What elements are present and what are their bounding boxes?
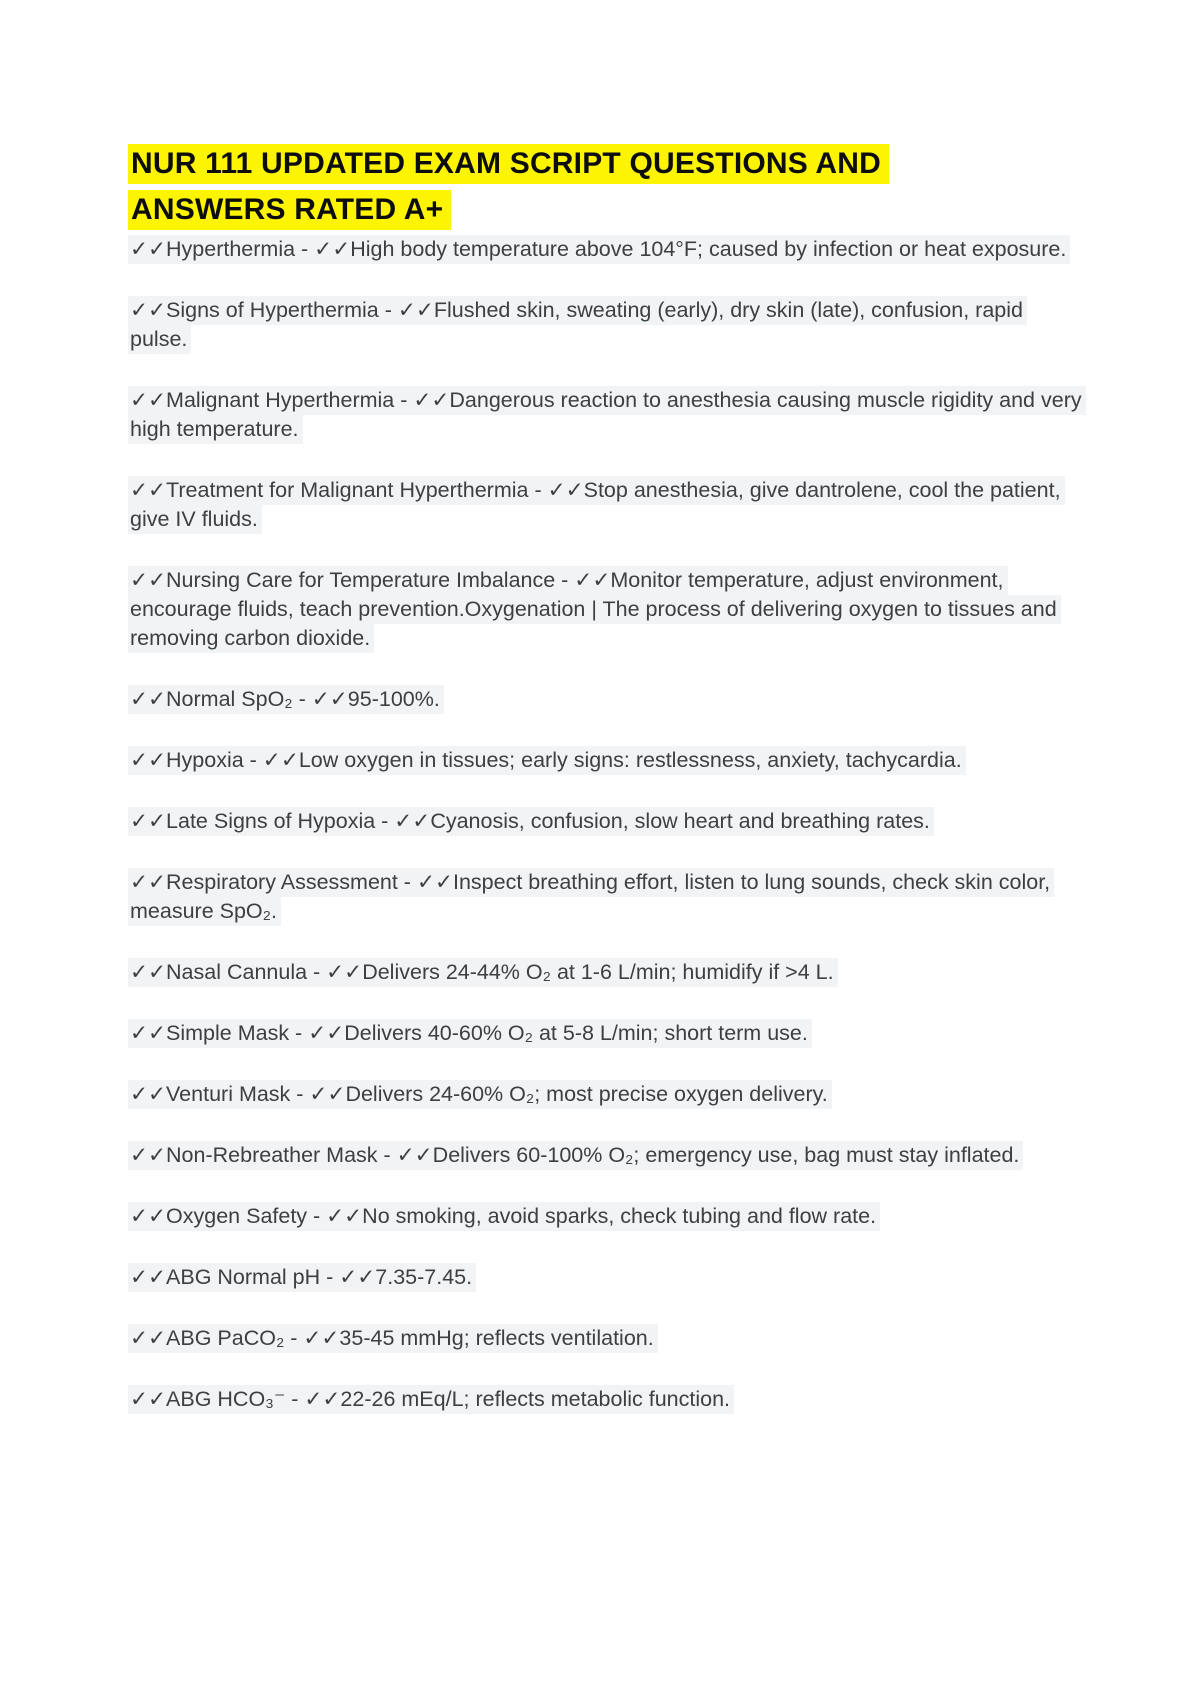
qa-text: ✓✓Simple Mask - ✓✓Delivers 40-60% O₂ at 5-8 L/min; short term use. xyxy=(128,1019,812,1048)
qa-text: ✓✓Malignant Hyperthermia - ✓✓Dangerous reaction to anesthesia causing muscle rigidity and very high temperature. xyxy=(128,386,1086,444)
page-title-line-2 xyxy=(128,187,1082,233)
qa-text: ✓✓Late Signs of Hypoxia - ✓✓Cyanosis, confusion, slow heart and breathing rates. xyxy=(128,807,934,836)
qa-paragraph xyxy=(128,1324,1082,1353)
qa-paragraph xyxy=(128,1263,1082,1292)
qa-paragraph xyxy=(128,476,1082,534)
qa-paragraph xyxy=(128,1202,1082,1231)
qa-paragraph xyxy=(128,296,1082,354)
qa-paragraph xyxy=(128,1141,1082,1170)
qa-paragraph xyxy=(128,1385,1082,1414)
qa-paragraph xyxy=(128,868,1082,926)
page-title xyxy=(128,141,1082,233)
qa-text: ✓✓Normal SpO₂ - ✓✓95-100%. xyxy=(128,685,444,714)
qa-paragraph xyxy=(128,566,1082,653)
page-title-text: NUR 111 UPDATED EXAM SCRIPT QUESTIONS AND xyxy=(128,144,889,184)
qa-text: ✓✓ABG Normal pH - ✓✓7.35-7.45. xyxy=(128,1263,476,1292)
qa-paragraph xyxy=(128,685,1082,714)
qa-text: ✓✓Respiratory Assessment - ✓✓Inspect breathing effort, listen to lung sounds, check skin color, measure SpO₂. xyxy=(128,868,1054,926)
qa-paragraph xyxy=(128,1019,1082,1048)
qa-paragraph xyxy=(128,958,1082,987)
qa-text: ✓✓Hypoxia - ✓✓Low oxygen in tissues; early signs: restlessness, anxiety, tachycardia. xyxy=(128,746,966,775)
qa-paragraph xyxy=(128,807,1082,836)
qa-text: ✓✓Treatment for Malignant Hyperthermia - ✓✓Stop anesthesia, give dantrolene, cool the patient, give IV fluids. xyxy=(128,476,1065,534)
qa-text: ✓✓Oxygen Safety - ✓✓No smoking, avoid sparks, check tubing and flow rate. xyxy=(128,1202,880,1231)
qa-text: ✓✓Hyperthermia - ✓✓High body temperature above 104°F; caused by infection or heat exposure. xyxy=(128,235,1070,264)
qa-text: ✓✓Venturi Mask - ✓✓Delivers 24-60% O₂; most precise oxygen delivery. xyxy=(128,1080,832,1109)
qa-text: ✓✓ABG HCO₃⁻ - ✓✓22-26 mEq/L; reflects metabolic function. xyxy=(128,1385,734,1414)
qa-paragraph xyxy=(128,746,1082,775)
qa-text: ✓✓Nursing Care for Temperature Imbalance - ✓✓Monitor temperature, adjust environment, encourage fluids, teach prevention.Oxygenation | The process of delivering oxygen to tissues and removing carbon dioxide. xyxy=(128,566,1061,653)
qa-text: ✓✓Nasal Cannula - ✓✓Delivers 24-44% O₂ at 1-6 L/min; humidify if >4 L. xyxy=(128,958,838,987)
qa-paragraph xyxy=(128,386,1082,444)
qa-paragraph xyxy=(128,1080,1082,1109)
page-title-text: ANSWERS RATED A+ xyxy=(128,190,451,230)
qa-paragraph xyxy=(128,235,1082,264)
qa-text: ✓✓Signs of Hyperthermia - ✓✓Flushed skin, sweating (early), dry skin (late), confusion, rapid pulse. xyxy=(128,296,1027,354)
qa-text: ✓✓Non-Rebreather Mask - ✓✓Delivers 60-100% O₂; emergency use, bag must stay inflated. xyxy=(128,1141,1023,1170)
qa-text: ✓✓ABG PaCO₂ - ✓✓35-45 mmHg; reflects ventilation. xyxy=(128,1324,658,1353)
page-title-line-1 xyxy=(128,141,1082,187)
